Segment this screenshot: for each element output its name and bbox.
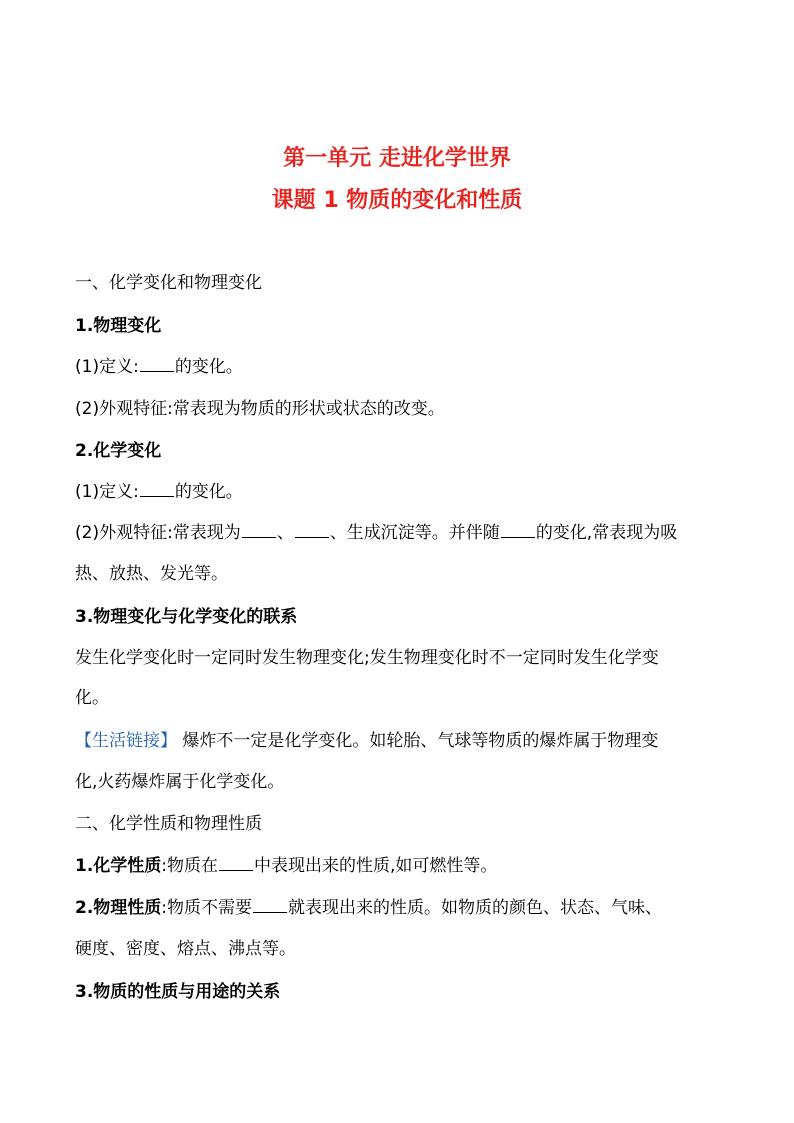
relation-title: 3.物理变化与化学变化的联系 — [75, 607, 298, 627]
lesson-title: 课题 1 物质的变化和性质 — [271, 188, 523, 213]
chemical-property-title: 1.化学性质 — [75, 856, 162, 876]
feature-text: 、 — [276, 523, 294, 543]
physical-property-line2: 硬度、密度、熔点、沸点等。 — [75, 939, 296, 959]
life-link-text-line2: 化,火药爆炸属于化学变化。 — [75, 772, 285, 792]
fill-blank[interactable] — [242, 536, 276, 538]
feature-text: 的变化,常表现为吸 — [535, 523, 678, 543]
definition-text: 的变化。 — [174, 482, 243, 502]
fill-blank[interactable] — [253, 911, 287, 913]
property-text: 就表现出来的性质。如物质的颜色、状态、气味、 — [288, 898, 663, 918]
life-link-label: 【生活链接】 — [75, 731, 177, 751]
physical-property-line — [75, 895, 735, 921]
fill-blank[interactable] — [140, 495, 174, 497]
definition-label: (1)定义: — [75, 357, 139, 377]
property-text: 中表现出来的性质,如可燃性等。 — [254, 856, 498, 876]
fill-blank[interactable] — [295, 536, 329, 538]
life-link-paragraph — [75, 728, 735, 754]
feature-text: (2)外观特征:常表现为 — [75, 523, 241, 543]
property-text: :物质在 — [161, 856, 219, 876]
relation-text-line2: 化。 — [75, 688, 109, 708]
chemical-change-feature-cont: 热、放热、发光等。 — [75, 564, 228, 584]
physical-property-title: 2.物理性质 — [75, 898, 162, 918]
fill-blank[interactable] — [140, 370, 174, 372]
physical-change-title: 1.物理变化 — [75, 316, 162, 336]
chemical-change-feature — [75, 520, 735, 546]
chemical-change-definition — [75, 479, 735, 505]
life-link-text: 爆炸不一定是化学变化。如轮胎、气球等物质的爆炸属于物理变 — [177, 731, 659, 751]
definition-label: (1)定义: — [75, 482, 139, 502]
physical-change-definition — [75, 354, 735, 380]
property-use-title: 3.物质的性质与用途的关系 — [75, 982, 281, 1002]
section-heading-changes: 一、化学变化和物理变化 — [75, 273, 262, 293]
fill-blank[interactable] — [501, 536, 535, 538]
chemical-change-title: 2.化学变化 — [75, 441, 162, 461]
property-text: :物质不需要 — [161, 898, 253, 918]
definition-text: 的变化。 — [174, 357, 243, 377]
feature-text: 、生成沉淀等。并伴随 — [329, 523, 500, 543]
chemical-property-line — [75, 853, 735, 879]
section-heading-properties: 二、化学性质和物理性质 — [75, 814, 262, 834]
fill-blank[interactable] — [219, 869, 253, 871]
unit-title: 第一单元 走进化学世界 — [283, 146, 511, 171]
physical-change-feature: (2)外观特征:常表现为物质的形状或状态的改变。 — [75, 399, 445, 419]
relation-text-line1: 发生化学变化时一定同时发生物理变化;发生物理变化时不一定同时发生化学变 — [75, 648, 659, 668]
